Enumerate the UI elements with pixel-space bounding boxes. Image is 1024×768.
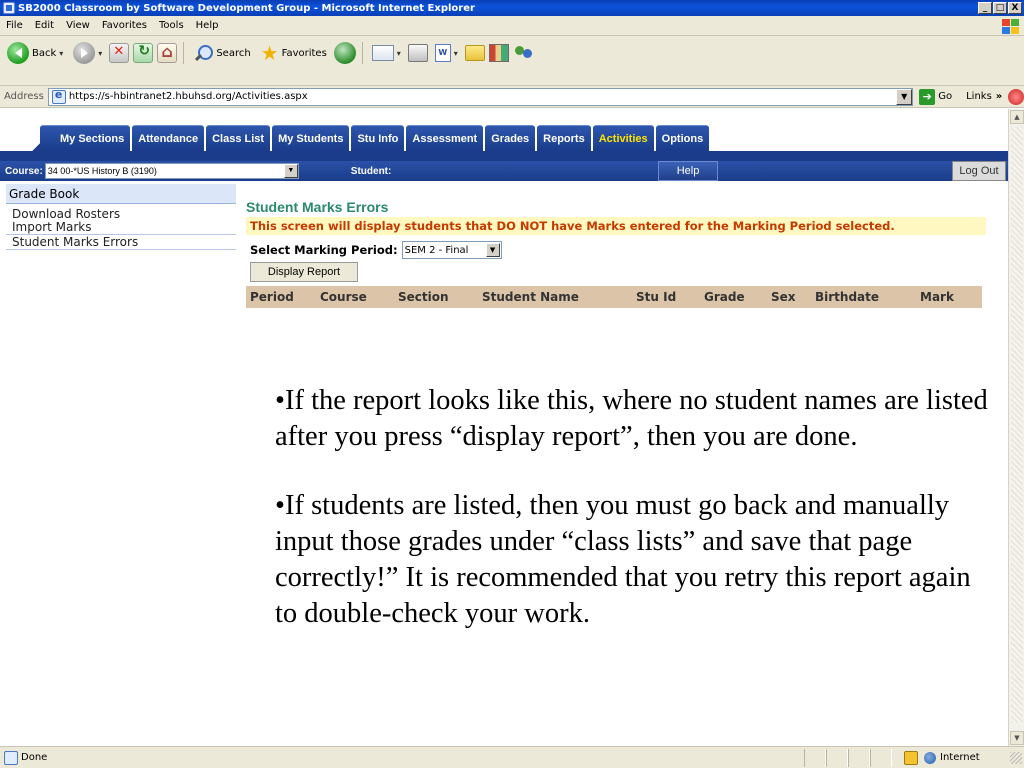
window-title: SB2000 Classroom by Software Development Group - Microsoft Internet Explorer bbox=[18, 2, 475, 14]
course-bar bbox=[0, 151, 1008, 181]
tab-my-sections[interactable]: My Sections bbox=[40, 125, 130, 151]
menu-view[interactable]: View bbox=[66, 20, 90, 31]
star-icon: ★ bbox=[260, 41, 279, 65]
chevron-right-icon[interactable]: » bbox=[995, 91, 1003, 102]
security-zone: Internet bbox=[940, 752, 980, 763]
left-nav bbox=[6, 184, 236, 709]
marking-period-row bbox=[246, 241, 986, 259]
instruction-text bbox=[275, 383, 995, 665]
toolbar-divider bbox=[183, 42, 184, 64]
chevron-down-icon[interactable]: ▼ bbox=[284, 164, 298, 178]
chevron-down-icon[interactable]: ▼ bbox=[486, 243, 500, 257]
browser-toolbar bbox=[0, 36, 1024, 86]
ie-page-icon bbox=[52, 90, 66, 104]
chevron-down-icon: ▾ bbox=[59, 48, 64, 58]
go-label: Go bbox=[938, 91, 953, 102]
instruction-paragraph: •If students are listed, then you must go back and manually input those grades under “class lists” and save that page correctly!” It is recommended that you retry this report again to double-check your work. bbox=[275, 490, 971, 629]
folder-icon[interactable] bbox=[465, 45, 485, 61]
course-value: 34 00-*US History B (3190) bbox=[47, 166, 157, 176]
menu-edit[interactable]: Edit bbox=[34, 20, 55, 31]
back-label: Back bbox=[32, 47, 57, 59]
address-input[interactable] bbox=[48, 88, 913, 106]
app-tabs bbox=[40, 125, 711, 151]
scroll-up-icon[interactable]: ▲ bbox=[1010, 110, 1024, 124]
back-button[interactable] bbox=[4, 42, 66, 64]
display-report-button[interactable]: Display Report bbox=[250, 262, 358, 282]
logout-button[interactable]: Log Out bbox=[952, 161, 1006, 181]
nav-item-download-rosters[interactable]: Download Rosters bbox=[12, 207, 121, 221]
vertical-scrollbar[interactable] bbox=[1008, 109, 1024, 746]
tab-attendance[interactable]: Attendance bbox=[132, 125, 204, 151]
window-titlebar[interactable] bbox=[0, 0, 1024, 16]
status-panes bbox=[804, 749, 892, 767]
column-header: Birthdate bbox=[815, 290, 880, 304]
tab-grades[interactable]: Grades bbox=[485, 125, 535, 151]
menu-help[interactable]: Help bbox=[195, 20, 219, 31]
address-url: https://s-hbintranet2.hbuhsd.org/Activities.aspx bbox=[68, 91, 308, 102]
marking-period-label: Select Marking Period: bbox=[250, 243, 398, 257]
links-button[interactable]: Links bbox=[966, 91, 992, 102]
status-pane bbox=[826, 749, 848, 767]
window-controls bbox=[978, 2, 1022, 14]
column-header: Sex bbox=[771, 290, 796, 304]
lock-icon[interactable] bbox=[904, 751, 918, 765]
print-icon[interactable] bbox=[408, 44, 428, 62]
nav-header-grade-book[interactable]: Grade Book bbox=[6, 184, 236, 204]
tab-activities[interactable]: Activities bbox=[593, 125, 654, 151]
column-header: Student Name bbox=[482, 290, 579, 304]
ie-page-icon bbox=[4, 751, 18, 765]
media-icon[interactable] bbox=[334, 42, 356, 64]
favorites-label: Favorites bbox=[281, 47, 327, 59]
favorites-button[interactable] bbox=[258, 43, 330, 63]
report-table-header bbox=[246, 286, 982, 308]
refresh-icon[interactable] bbox=[133, 43, 153, 63]
course-strip bbox=[0, 161, 1008, 181]
globe-icon bbox=[924, 752, 936, 764]
status-pane bbox=[804, 749, 826, 767]
tab-stu-info[interactable]: Stu Info bbox=[351, 125, 404, 151]
word-icon: W bbox=[435, 44, 451, 62]
toolbar-divider bbox=[362, 42, 363, 64]
address-label: Address bbox=[4, 91, 44, 102]
edit-button[interactable] bbox=[432, 44, 461, 62]
page-title: Student Marks Errors bbox=[246, 199, 389, 215]
marking-period-select[interactable] bbox=[402, 241, 502, 259]
chevron-down-icon: ▾ bbox=[396, 48, 401, 58]
marking-period-value: SEM 2 - Final bbox=[404, 244, 469, 256]
column-header: Mark bbox=[920, 290, 954, 304]
toolbar-extension-icon[interactable] bbox=[1008, 89, 1024, 105]
menu-tools[interactable]: Tools bbox=[159, 20, 184, 31]
tab-assessment[interactable]: Assessment bbox=[406, 125, 483, 151]
ie-page-icon bbox=[3, 2, 15, 14]
mail-button[interactable] bbox=[369, 45, 404, 61]
course-label: Course: bbox=[5, 165, 43, 177]
chevron-down-icon: ▾ bbox=[453, 48, 458, 58]
status-bar bbox=[0, 746, 1024, 768]
search-icon bbox=[193, 43, 213, 63]
student-label: Student: bbox=[350, 165, 392, 177]
column-header: Period bbox=[250, 290, 294, 304]
menu-file[interactable]: File bbox=[6, 20, 23, 31]
close-button[interactable]: X bbox=[1008, 2, 1022, 14]
stop-icon[interactable] bbox=[109, 43, 129, 63]
chevron-down-icon[interactable]: ▼ bbox=[896, 89, 912, 105]
resize-grip-icon[interactable] bbox=[1010, 752, 1022, 764]
forward-arrow-icon bbox=[73, 42, 95, 64]
messenger-icon[interactable] bbox=[513, 44, 535, 62]
status-pane bbox=[870, 749, 892, 767]
go-arrow-icon: ➔ bbox=[919, 89, 935, 105]
address-bar bbox=[0, 86, 1024, 108]
forward-button[interactable] bbox=[70, 42, 105, 64]
status-pane bbox=[848, 749, 870, 767]
menu-favorites[interactable]: Favorites bbox=[101, 20, 148, 31]
home-icon[interactable] bbox=[157, 43, 177, 63]
column-header: Section bbox=[398, 290, 449, 304]
go-button[interactable] bbox=[919, 89, 952, 105]
help-button[interactable]: Help bbox=[658, 161, 718, 181]
mail-icon bbox=[372, 45, 394, 61]
research-icon[interactable] bbox=[489, 44, 509, 62]
search-label: Search bbox=[216, 47, 251, 59]
status-text: Done bbox=[21, 752, 48, 763]
tab-class-list[interactable]: Class List bbox=[206, 125, 270, 151]
scroll-track[interactable] bbox=[1011, 127, 1023, 723]
menu-bar bbox=[0, 16, 1024, 36]
search-button[interactable] bbox=[190, 43, 253, 63]
minimize-button[interactable]: _ bbox=[978, 2, 992, 14]
app-header bbox=[0, 109, 1008, 151]
chevron-down-icon: ▾ bbox=[98, 48, 103, 58]
instruction-paragraph: •If the report looks like this, where no student names are listed after you press “display report”, then you are done. bbox=[275, 385, 988, 452]
windows-logo-icon bbox=[1000, 17, 1020, 35]
maximize-button[interactable]: □ bbox=[993, 2, 1007, 14]
nav-item-import-marks[interactable]: Import Marks bbox=[12, 220, 92, 234]
tab-reports[interactable]: Reports bbox=[537, 125, 591, 151]
scroll-down-icon[interactable]: ▼ bbox=[1010, 731, 1024, 745]
course-select[interactable] bbox=[45, 163, 299, 179]
column-header: Grade bbox=[704, 290, 745, 304]
back-arrow-icon bbox=[7, 42, 29, 64]
tab-options[interactable]: Options bbox=[656, 125, 710, 151]
tab-my-students[interactable]: My Students bbox=[272, 125, 349, 151]
column-header: Stu Id bbox=[636, 290, 677, 304]
notice-banner: This screen will display students that DO NOT have Marks entered for the Marking Period selected. bbox=[246, 217, 986, 235]
main-panel bbox=[246, 199, 986, 308]
nav-item-student-marks-errors[interactable]: Student Marks Errors bbox=[6, 234, 236, 250]
column-header: Course bbox=[320, 290, 367, 304]
